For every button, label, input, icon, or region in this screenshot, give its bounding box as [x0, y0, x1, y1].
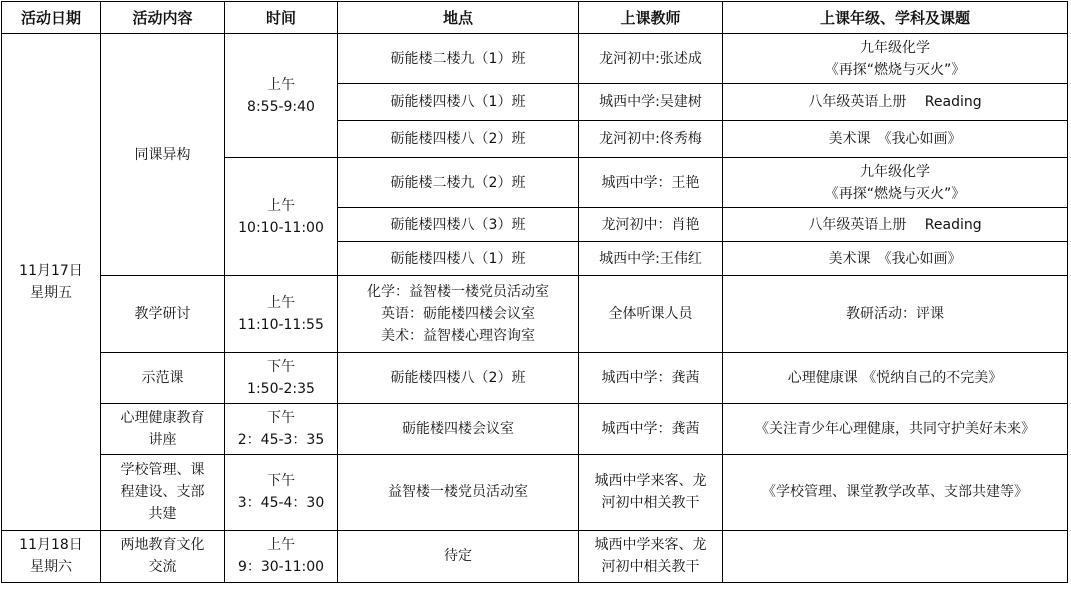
header-row [2, 2, 1068, 34]
teacher-cell: 龙河初中:张述成 [579, 34, 723, 84]
date-cell: 11月18日 星期六 [2, 530, 101, 582]
place-cell: 砺能楼四楼会议室 [338, 403, 579, 454]
topic-cell: 八年级英语上册 Reading [723, 208, 1068, 242]
teacher-cell: 城西中学：龚茜 [579, 403, 723, 454]
place-cell: 砺能楼二楼九（2）班 [338, 158, 579, 208]
topic-cell: 美术课 《我心如画》 [723, 242, 1068, 276]
teacher-cell: 龙河初中：肖艳 [579, 208, 723, 242]
teacher-cell: 城西中学:吴建树 [579, 84, 723, 121]
teacher-cell: 城西中学：王艳 [579, 158, 723, 208]
topic-cell: 《关注青少年心理健康，共同守护美好未来》 [723, 403, 1068, 454]
activity-cell: 教学研讨 [101, 276, 225, 352]
teacher-cell: 城西中学来客、龙 河初中相关教干 [579, 454, 723, 530]
time-cell: 上午 9：30-11:00 [225, 530, 338, 582]
place-cell: 待定 [338, 530, 579, 582]
header-time: 时间 [225, 2, 338, 34]
topic-cell: 九年级化学 《再探“燃烧与灭火”》 [723, 34, 1068, 84]
place-cell: 砺能楼四楼八（3）班 [338, 208, 579, 242]
time-cell: 下午 3：45-4：30 [225, 454, 338, 530]
topic-cell: 《学校管理、课堂教学改革、支部共建等》 [723, 454, 1068, 530]
activity-cell: 示范课 [101, 352, 225, 403]
activity-cell: 心理健康教育 讲座 [101, 403, 225, 454]
teacher-cell: 龙河初中:佟秀梅 [579, 121, 723, 158]
teacher-cell: 全体听课人员 [579, 276, 723, 352]
place-cell: 化学：益智楼一楼党员活动室 英语：砺能楼四楼会议室 美术：益智楼心理咨询室 [338, 276, 579, 352]
place-cell: 砺能楼四楼八（1）班 [338, 84, 579, 121]
activity-cell: 同课异构 [101, 34, 225, 276]
header-activity: 活动内容 [101, 2, 225, 34]
time-cell: 上午 11:10-11:55 [225, 276, 338, 352]
header-teacher: 上课教师 [579, 2, 723, 34]
time-cell: 上午 8:55-9:40 [225, 34, 338, 158]
schedule-table [1, 1, 1068, 583]
header-date: 活动日期 [2, 2, 101, 34]
place-cell: 益智楼一楼党员活动室 [338, 454, 579, 530]
time-cell: 下午 1:50-2:35 [225, 352, 338, 403]
date-cell: 11月17日 星期五 [2, 34, 101, 531]
topic-cell: 九年级化学 《再探“燃烧与灭火”》 [723, 158, 1068, 208]
activity-cell: 两地教育文化 交流 [101, 530, 225, 582]
time-cell: 上午 10:10-11:00 [225, 158, 338, 276]
topic-cell: 八年级英语上册 Reading [723, 84, 1068, 121]
table-row [2, 352, 1068, 403]
place-cell: 砺能楼四楼八（2）班 [338, 352, 579, 403]
place-cell: 砺能楼二楼九（1）班 [338, 34, 579, 84]
table-row [2, 403, 1068, 454]
topic-cell: 美术课 《我心如画》 [723, 121, 1068, 158]
topic-cell: 教研活动：评课 [723, 276, 1068, 352]
place-cell: 砺能楼四楼八（2）班 [338, 121, 579, 158]
table-row [2, 34, 1068, 84]
place-cell: 砺能楼四楼八（1）班 [338, 242, 579, 276]
table-row [2, 276, 1068, 352]
activity-cell: 学校管理、课 程建设、支部 共建 [101, 454, 225, 530]
teacher-cell: 城西中学:王伟红 [579, 242, 723, 276]
table-row [2, 454, 1068, 530]
header-place: 地点 [338, 2, 579, 34]
topic-cell [723, 530, 1068, 582]
header-topic: 上课年级、学科及课题 [723, 2, 1068, 34]
teacher-cell: 城西中学：龚茜 [579, 352, 723, 403]
table-row [2, 530, 1068, 582]
time-cell: 下午 2：45-3：35 [225, 403, 338, 454]
topic-cell: 心理健康课 《悦纳自己的不完美》 [723, 352, 1068, 403]
teacher-cell: 城西中学来客、龙 河初中相关教干 [579, 530, 723, 582]
